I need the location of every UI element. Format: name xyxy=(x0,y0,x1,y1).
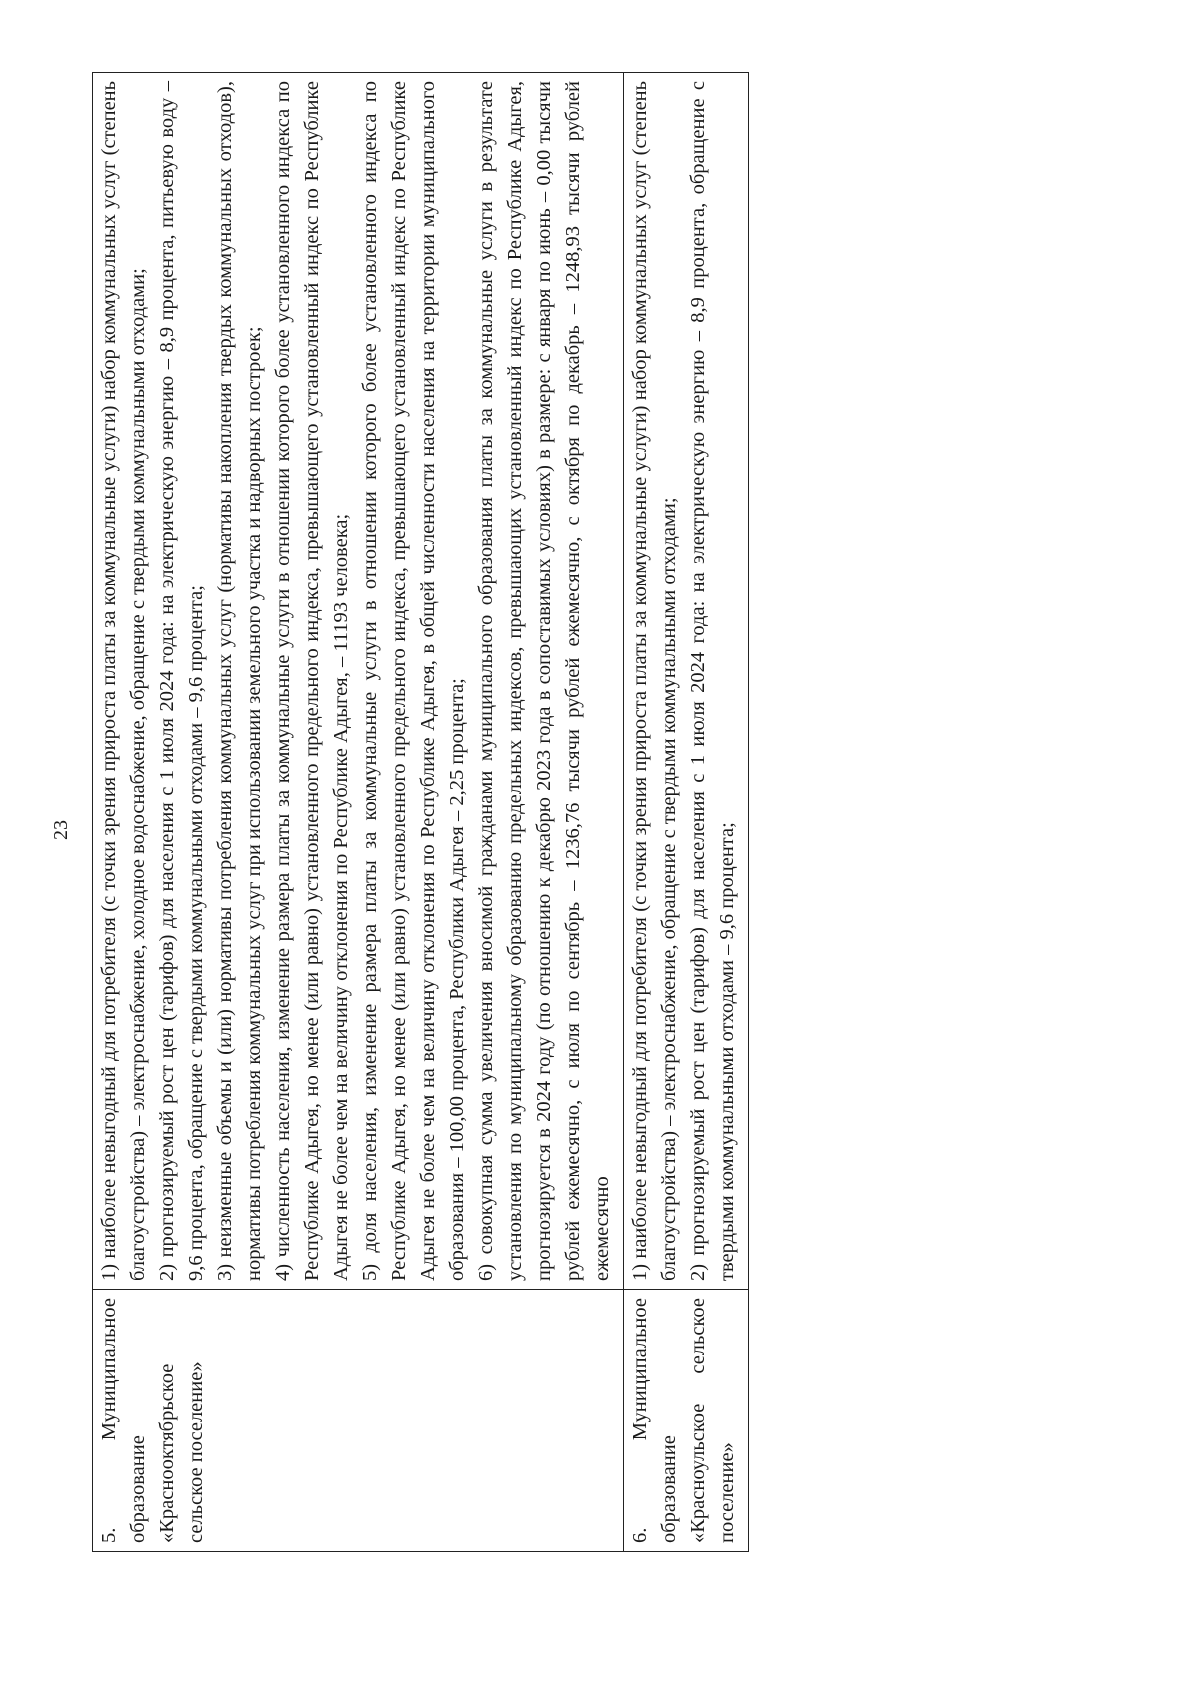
condition-item: 6) совокупная сумма увеличения вносимой гражданами муниципального образования платы за коммунальные услуги в результате установления по муниципальному образованию предельных индексов, превышающих установленный индекс по Республике Адыгея, прогнозируется в 2024 году (по отношению к декабрю 2023 года в сопоставимых условиях) в размере: с января по июнь – 0,00 тысячи рублей ежемесячно, с июля по сентябрь – 1236,76 тысячи рублей ежемесячно, с октября по декабрь – 1248,93 тысячи рублей ежемесячно xyxy=(475,81,613,1281)
condition-item: 1) наиболее невыгодный для потребителя (с точки зрения прироста платы за коммунальные услуги) набор коммунальных услуг (степень благоустройства) – электроснабжение, холодное водоснабжение, обращение с твердыми коммунальными отходами; xyxy=(98,81,149,1281)
condition-item: 3) неизменные объемы и (или) нормативы потребления коммунальных услуг (нормативы накопления твердых коммунальных отходов), нормативы потребления коммунальных услуг при использовании земельного участка и надворных построек; xyxy=(214,81,265,1281)
conditions-cell xyxy=(624,73,749,1290)
condition-item: 5) доля населения, изменение размера платы за коммунальные услуги в отношении которого более установленного индекса по Республике Адыгея, но менее (или равно) установленного предельного индекса, превышающего установленный индекс по Республике Адыгея не более чем на величину отклонения по Республике Адыгея, в общей численности населения на территории муниципального образования – 100,00 процента, Республики Адыгея – 2,25 процента; xyxy=(359,81,468,1281)
conditions-cell xyxy=(93,73,624,1290)
page-number: 23 xyxy=(50,820,72,840)
condition-item: 4) численность населения, изменение размера платы за коммунальные услуги в отношении которого более установленного индекса по Республике Адыгея, но менее (или равно) установленного предельного индекса, превышающего установленный индекс по Республике Адыгея не более чем на величину отклонения по Республике Адыгея, – 11193 человека; xyxy=(272,81,352,1281)
table-row xyxy=(93,73,624,1552)
municipality-name-cell: 6. Муниципальное образование «Красноульское сельское поселение» xyxy=(624,1290,749,1552)
condition-item: 1) наиболее невыгодный для потребителя (с точки зрения прироста платы за коммунальные услуги) набор коммунальных услуг (степень благоустройства) – электроснабжение, обращение с твердыми коммунальными отходами; xyxy=(629,81,680,1281)
municipality-name-cell: 5. Муниципальное образование «Краснооктябрьское сельское поселение» xyxy=(93,1290,624,1552)
condition-item: 2) прогнозируемый рост цен (тарифов) для населения с 1 июля 2024 года: на электрическую энергию – 8,9 процента, обращение с твердыми коммунальными отходами – 9,6 процента; xyxy=(687,81,738,1281)
condition-item: 2) прогнозируемый рост цен (тарифов) для населения с 1 июля 2024 года: на электрическую энергию – 8,9 процента, питьевую воду – 9,6 процента, обращение с твердыми коммунальными отходами – 9,6 процента; xyxy=(156,81,207,1281)
rotated-page xyxy=(30,30,1130,1630)
municipal-table xyxy=(92,72,749,1552)
table-row xyxy=(624,73,749,1552)
